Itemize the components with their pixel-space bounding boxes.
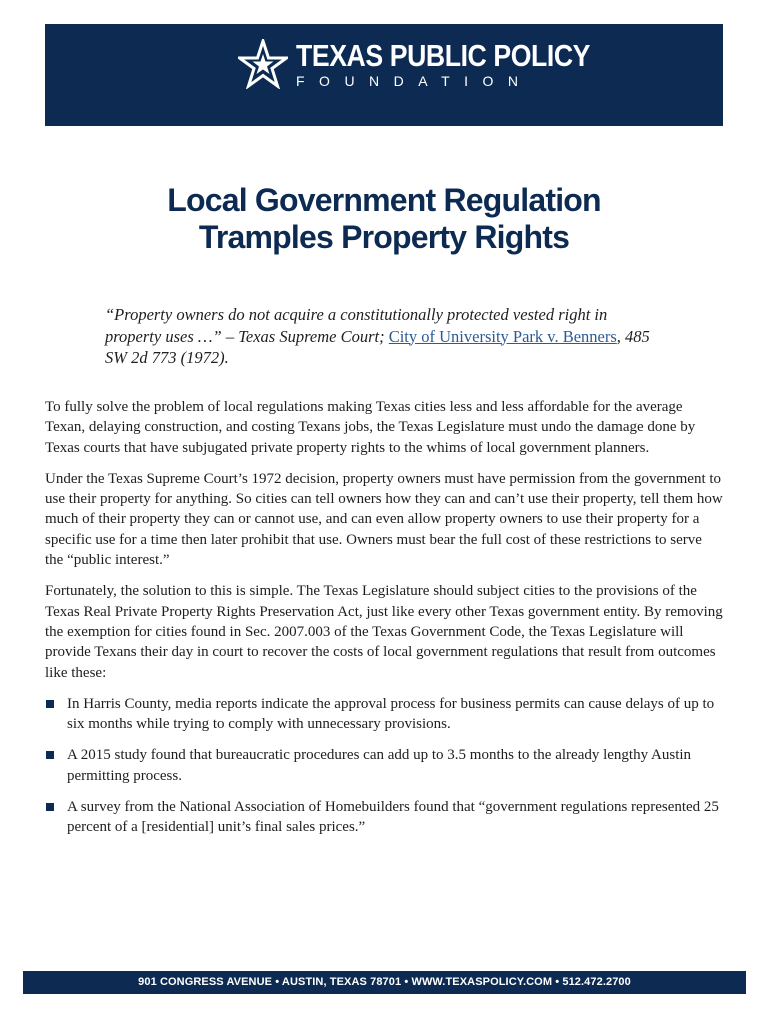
title-line-2: Tramples Property Rights	[198, 219, 570, 255]
title-line-1: Local Government Regulation	[167, 182, 601, 218]
bullet-text: A survey from the National Association of Homebuilders found that “government regulations represented 25 percent of a [residential] unit’s final sales prices.”	[67, 799, 719, 836]
bullet-item	[45, 694, 723, 735]
logo-title: TEXAS PUBLIC POLICY	[296, 37, 591, 73]
bullet-square-icon	[46, 803, 54, 811]
body-paragraph: Fortunately, the solution to this is simple. The Texas Legislature should subject cities to the provisions of the Texas Real Private Property Rights Preservation Act, just like every other Texas government entity. By removing the exemption for cities found in Sec. 2007.003 of the Texas Government Code, the Texas Legislature will provide Texans their day in court to recover the costs of local government regulations that result from outcomes like these:	[45, 583, 723, 681]
document-body	[45, 397, 723, 849]
bullet-square-icon	[46, 700, 54, 708]
logo-subtitle: FOUNDATION	[296, 72, 533, 89]
case-citation-link[interactable]: City of University Park v. Benners	[388, 326, 617, 346]
bullet-text: In Harris County, media reports indicate the approval process for business permits can cause delays of up to six months while trying to comply with unnecessary provisions.	[67, 695, 715, 733]
bullet-square-icon	[46, 751, 54, 759]
opening-quote	[105, 304, 665, 369]
bullet-list	[45, 694, 723, 838]
body-paragraph: To fully solve the problem of local regulations making Texas cities less and less affordable for the average Texan, delaying construction, and costing Texans jobs, the Texas Legislature must undo the damage done by Texas courts that have subjugated private property rights to the whims of local government planners.	[45, 399, 696, 456]
footer-contact-bar: 901 CONGRESS AVENUE • AUSTIN, TEXAS 78701 • WWW.TEXASPOLICY.COM • 512.472.2700	[23, 971, 746, 994]
body-paragraph: Under the Texas Supreme Court’s 1972 decision, property owners must have permission from the government to use their property for anything. So cities can tell owners how they can and can’t use their property, tell them how much of their property they can or cannot use, and can even allow property owners to use their property for a specific use for a time then later prohibit that use. Owners must bear the full cost of these restrictions to serve the “public interest.”	[45, 470, 723, 569]
logo	[238, 24, 638, 104]
logo-text	[296, 37, 638, 89]
bullet-item	[45, 797, 723, 838]
bullet-text: A 2015 study found that bureaucratic procedures can add up to 3.5 months to the already lengthy Austin permitting process.	[67, 747, 692, 784]
bullet-item	[45, 745, 723, 786]
star-icon	[238, 39, 288, 89]
quote-text: “Property owners do not acquire a constitutionally protected vested right in property uses …” – Texas Supreme Court;	[105, 305, 608, 346]
page-title	[0, 182, 768, 256]
quote-citation: , 485 SW 2d 773 (1972).	[105, 326, 650, 367]
